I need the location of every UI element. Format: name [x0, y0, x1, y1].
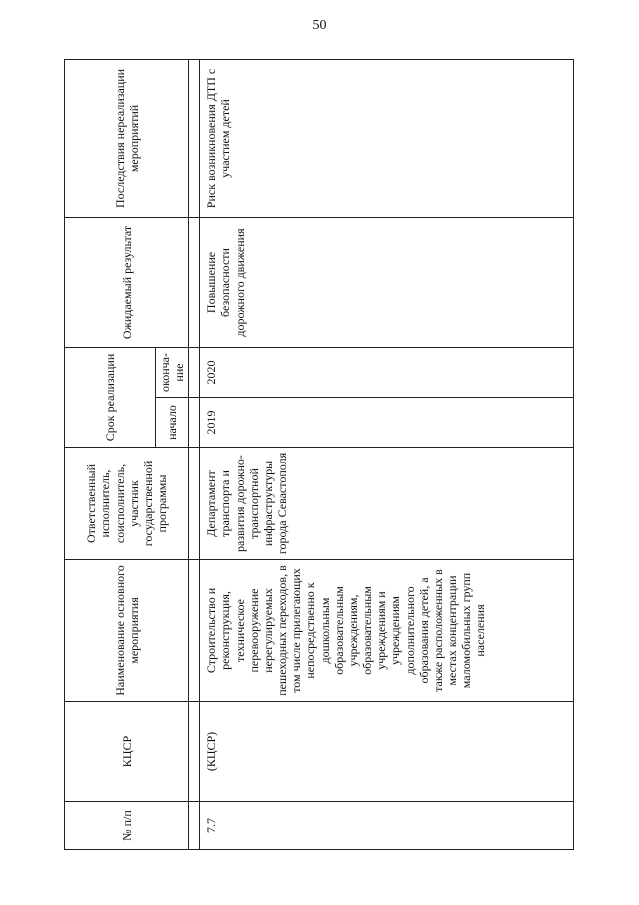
measures-table-rotated	[64, 60, 574, 850]
cell-executor: Департамент транспорта и развития дорожно-транспортной инфраструктуры города Севастополя	[200, 448, 574, 560]
header-period: Срок реализации	[65, 347, 156, 447]
cell-start: 2019	[200, 398, 574, 448]
cell-end: 2020	[200, 347, 574, 397]
header-start: начало	[156, 398, 189, 448]
column-number-row	[189, 59, 200, 849]
header-name: Наименование основного мероприятия	[65, 560, 189, 702]
cell-num: 7.7	[200, 802, 574, 850]
header-num: № п/п	[65, 802, 189, 850]
page-number: 50	[312, 18, 327, 33]
table-row	[200, 59, 574, 849]
header-end: оконча-ние	[156, 347, 189, 397]
header-consequences: Последствия нереализации мероприятий	[65, 59, 189, 217]
header-kcsr: КЦСР	[65, 702, 189, 802]
header-executor: Ответственный исполнитель, соисполнитель, участник государственной программы	[65, 448, 189, 560]
cell-consequences: Риск возникновения ДТП с участием детей	[200, 59, 574, 217]
cell-kcsr: (КЦСР)	[200, 702, 574, 802]
cell-name: Строительство и реконструкция, техническое перевооружение нерегулируемых пешеходных переходов, в том числе прилегающих непосредственно к дошкольным образовательным учреждениям, образовательным учреждениям и учреждениям дополнительного образования детей, а также расположенных в местах концентрации маломобильных групп населения	[200, 560, 574, 702]
cell-result: Повышение безопасности дорожного движения	[200, 217, 574, 347]
header-result: Ожидаемый результат	[65, 217, 189, 347]
measures-table	[64, 59, 574, 850]
